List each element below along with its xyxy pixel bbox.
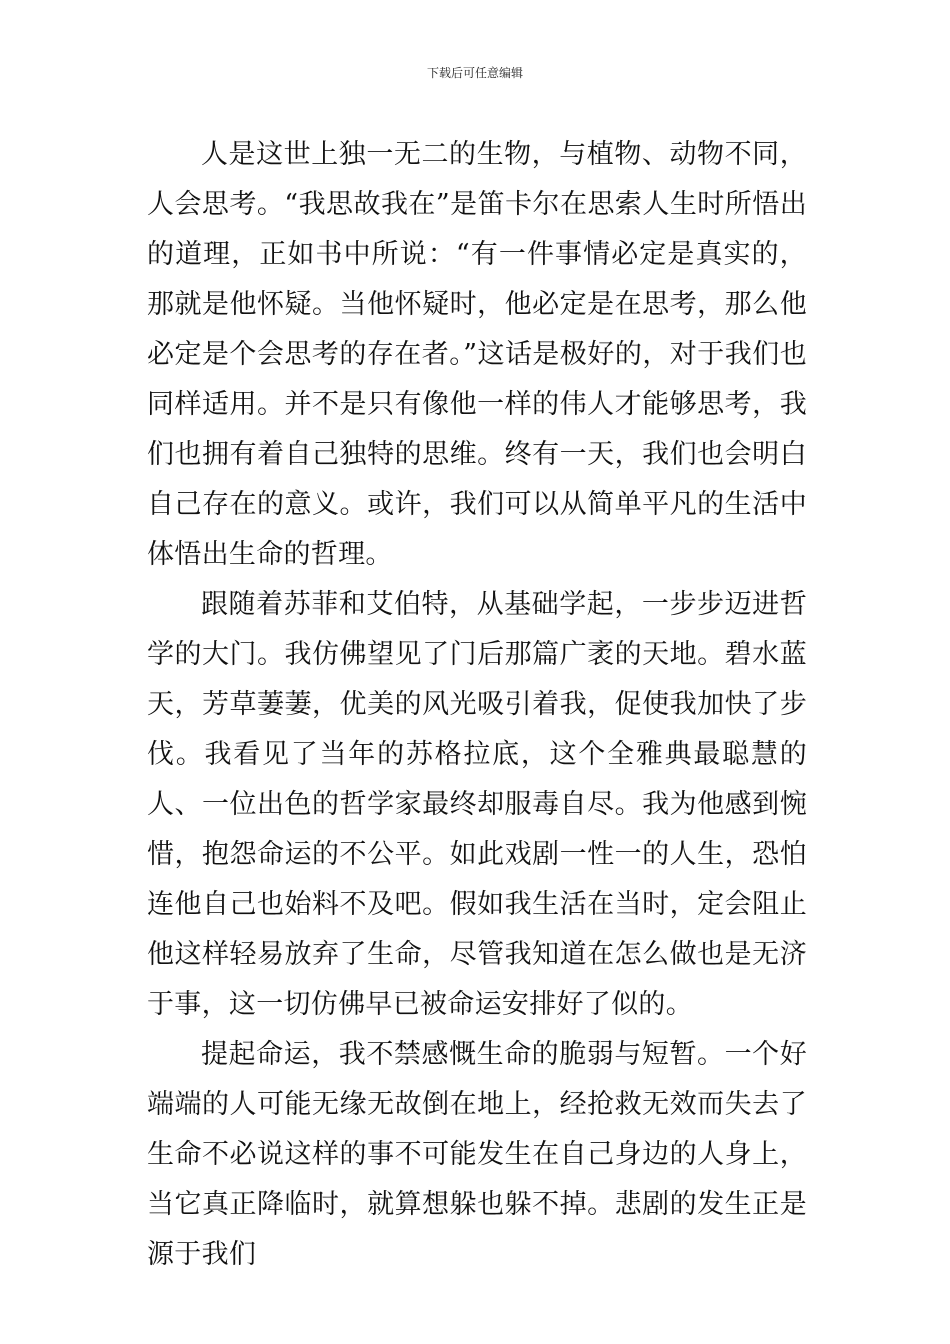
paragraph-3: 提起命运，我不禁感慨生命的脆弱与短暂。一个好端端的人可能无缘无故倒在地上，经抢救无效而失去了生命不必说这样的事不可能发生在自己身边的人身上，当它真正降临时，就算想躲也躲不掉。悲剧的发生正是源于我们 (147, 1039, 807, 1270)
page-header: 下载后可任意编辑 (426, 66, 523, 80)
paragraph-2: 跟随着苏菲和艾伯特，从基础学起，一步步迈进哲学的大门。我仿佛望见了门后那篇广袤的天地。碧水蓝天，芳草萋萋，优美的风光吸引着我，促使我加快了步伐。我看见了当年的苏格拉底，这个全雅典最聪慧的人、一位出色的哲学家最终却服毒自尽。我为他感到惋惜，抱怨命运的不公平。如此戏剧一性一的人生，恐怕连他自己也始料不及吧。假如我生活在当时，定会阻止他这样轻易放弃了生命，尽管我知道在怎么做也是无济于事，这一切仿佛早已被命运安排好了似的。 (147, 589, 807, 1020)
document-body (147, 130, 807, 1280)
paragraph-1: 人是这世上独一无二的生物，与植物、动物不同，人会思考。“我思故我在”是笛卡尔在思索人生时所悟出的道理，正如书中所说：“有一件事情必定是真实的，那就是他怀疑。当他怀疑时，他必定是在思考，那么他必定是个会思考的存在者。”这话是极好的，对于我们也同样适用。并不是只有像他一样的伟人才能够思考，我们也拥有着自己独特的思维。终有一天，我们也会明白自己存在的意义。或许，我们可以从简单平凡的生活中体悟出生命的哲理。 (147, 139, 807, 570)
